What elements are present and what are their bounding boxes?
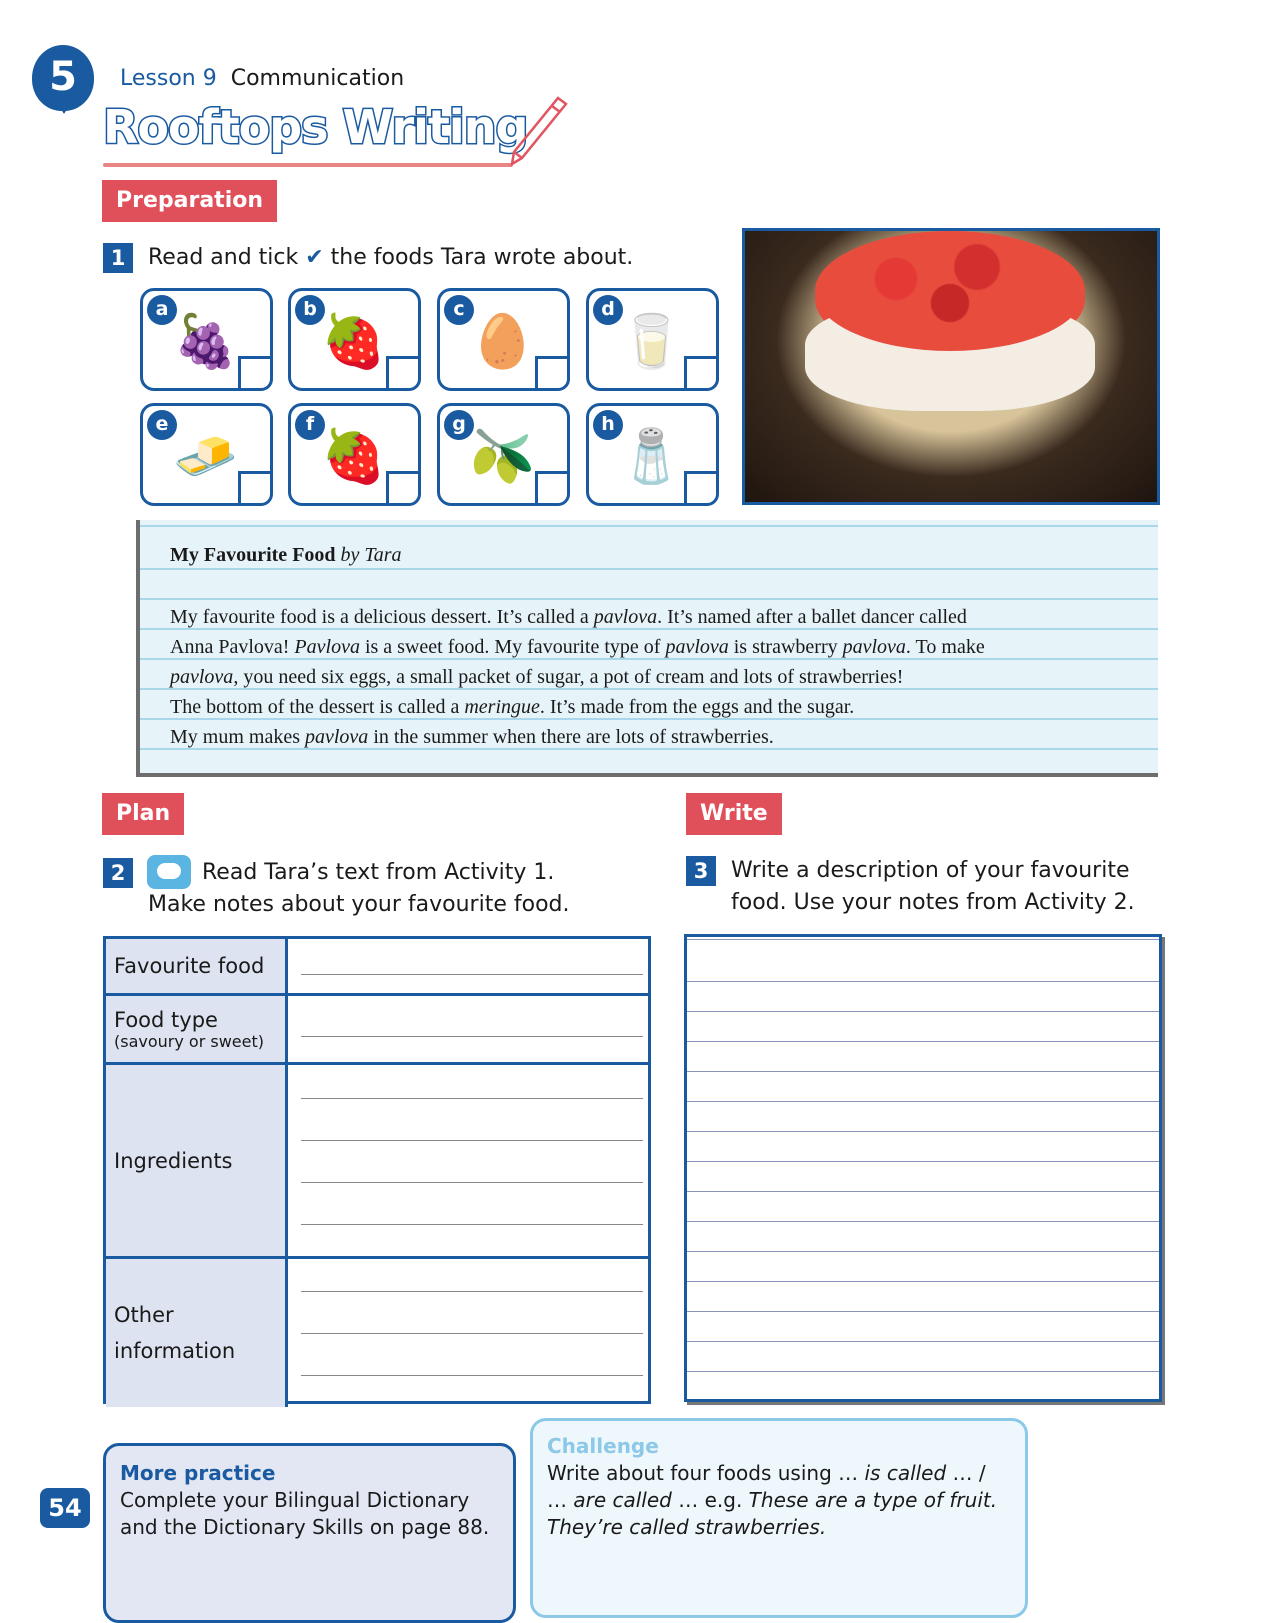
answer-line[interactable] — [301, 974, 643, 975]
lesson-number: Lesson 9 — [120, 66, 217, 91]
table-row-food-type — [106, 996, 648, 1065]
challenge-title: Challenge — [547, 1434, 659, 1458]
text-line: Anna Pavlova! Pavlova is a sweet food. My favourite type of pavlova is strawberry pavlova. To make — [170, 636, 985, 658]
food-card-d — [586, 288, 719, 391]
page-number: 54 — [40, 1488, 90, 1528]
activity-3-line2: food. Use your notes from Activity 2. — [731, 890, 1135, 915]
row-label: Other information — [114, 1303, 236, 1363]
food-letter: a — [147, 295, 177, 325]
activity-2-number: 2 — [103, 858, 133, 888]
pencil-icon — [508, 92, 570, 168]
food-card-g — [437, 403, 570, 506]
more-practice-box — [103, 1443, 516, 1623]
text-line: My mum makes pavlova in the summer when there are lots of strawberries. — [170, 726, 774, 748]
answer-line[interactable] — [301, 1182, 643, 1183]
text-line: The bottom of the dessert is called a meringue. It’s made from the eggs and the sugar. — [170, 696, 855, 718]
food-image-icon: 🥚 — [470, 312, 535, 372]
unit-balloon: 5 — [32, 45, 94, 111]
thinking-cloud-icon — [147, 855, 191, 889]
food-letter: c — [444, 295, 474, 325]
food-image-icon: 🍓 — [321, 312, 386, 372]
answer-line[interactable] — [301, 1140, 643, 1141]
answer-line[interactable] — [301, 1375, 643, 1376]
food-image-icon: 🧂 — [619, 427, 684, 487]
tick-box[interactable] — [535, 356, 570, 391]
activity-2-line1: Read Tara’s text from Activity 1. — [202, 860, 555, 885]
food-card-a — [140, 288, 273, 391]
tick-box[interactable] — [684, 471, 719, 506]
row-label: Favourite food — [114, 954, 265, 978]
food-card-h — [586, 403, 719, 506]
food-image-icon: 🍇 — [173, 312, 238, 372]
more-practice-title: More practice — [120, 1461, 276, 1485]
activity-1-number: 1 — [103, 243, 133, 273]
answer-line[interactable] — [301, 1098, 643, 1099]
food-card-b — [288, 288, 421, 391]
food-letter: d — [593, 295, 623, 325]
more-practice-text: Complete your Bilingual Dictionary and the Dictionary Skills on page 88. — [120, 1488, 490, 1539]
title-underline — [103, 163, 513, 167]
row-sublabel: (savoury or sweet) — [114, 1031, 264, 1051]
activity-3-line1: Write a description of your favourite — [731, 858, 1130, 883]
tick-icon: ✔ — [305, 245, 324, 270]
row-label: Ingredients — [114, 1148, 233, 1173]
table-row-other-information — [106, 1259, 648, 1407]
text-title: My Favourite Food by Tara — [170, 544, 402, 566]
food-letter: e — [147, 410, 177, 440]
food-letter: b — [295, 295, 325, 325]
food-letter: h — [593, 410, 623, 440]
notes-table — [103, 936, 651, 1404]
tick-box[interactable] — [386, 356, 421, 391]
food-image-icon: 🍓 — [321, 427, 386, 487]
food-image-icon: 🧈 — [173, 427, 238, 487]
pavlova-photo — [742, 228, 1160, 505]
challenge-text: Write about four foods using … is called … / … are called … e.g. These are a type of fruit. They’re called strawberries. — [547, 1461, 998, 1539]
answer-line[interactable] — [301, 1291, 643, 1292]
tick-box[interactable] — [684, 356, 719, 391]
food-card-e — [140, 403, 273, 506]
tick-box[interactable] — [386, 471, 421, 506]
tara-text-panel — [136, 520, 1158, 777]
lesson-heading — [120, 66, 404, 91]
table-row-favourite-food — [106, 939, 648, 996]
plan-tag: Plan — [102, 793, 184, 835]
answer-line[interactable] — [301, 1224, 643, 1225]
row-label: Food type — [114, 1007, 218, 1032]
text-line: pavlova, you need six eggs, a small packet of sugar, a pot of cream and lots of strawberries! — [170, 666, 904, 688]
food-card-f — [288, 403, 421, 506]
answer-line[interactable] — [301, 1333, 643, 1334]
activity-1-instruction: Read and tick ✔ the foods Tara wrote about. — [148, 245, 634, 270]
challenge-box — [530, 1418, 1028, 1618]
preparation-tag: Preparation — [102, 180, 277, 222]
tick-box[interactable] — [238, 471, 273, 506]
activity-3-number: 3 — [686, 856, 716, 886]
tick-box[interactable] — [535, 471, 570, 506]
table-row-ingredients — [106, 1065, 648, 1259]
food-image-icon: 🥛 — [619, 312, 684, 372]
tick-box[interactable] — [238, 356, 273, 391]
lesson-section: Communication — [230, 66, 405, 91]
strawberries-top — [815, 231, 1085, 351]
write-tag: Write — [686, 793, 782, 835]
text-body — [170, 602, 1158, 752]
food-letter: g — [444, 410, 474, 440]
answer-line[interactable] — [301, 1036, 643, 1037]
food-letter: f — [295, 410, 325, 440]
page-title: Rooftops Writing — [103, 100, 528, 154]
activity-2-line2: Make notes about your favourite food. — [148, 892, 570, 917]
text-line: My favourite food is a delicious dessert. It’s called a pavlova. It’s named after a ballet dancer called — [170, 606, 967, 628]
food-image-icon: 🫒 — [470, 427, 535, 487]
writing-area[interactable] — [684, 934, 1162, 1402]
food-card-c — [437, 288, 570, 391]
